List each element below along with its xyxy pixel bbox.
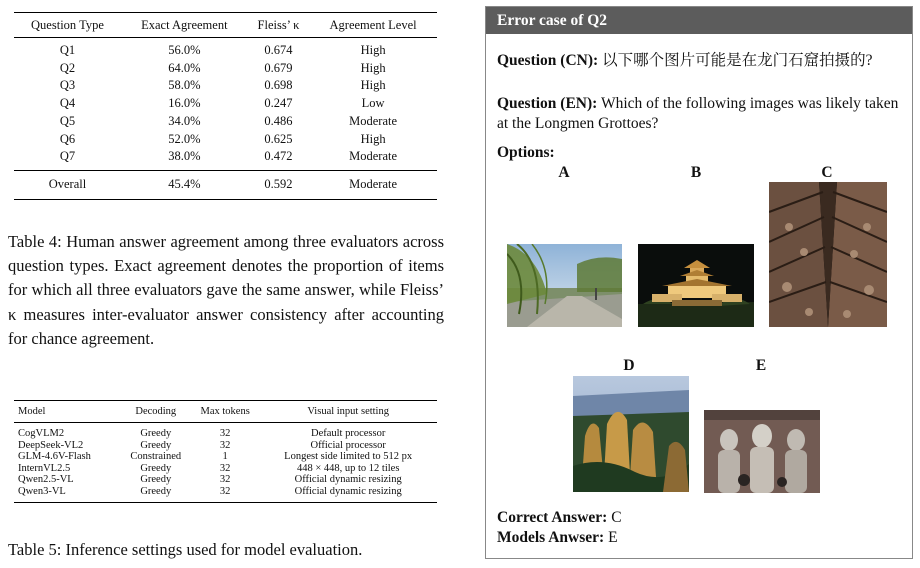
question-en (497, 94, 901, 133)
table-5-header-row (14, 401, 437, 423)
t4-header-fleiss-kappa: Fleiss’ κ (248, 13, 309, 38)
t5-cell: 448 × 448, up to 12 tiles (296, 462, 400, 474)
t4-cell: 0.674 (264, 43, 293, 57)
t5-cell: Official dynamic resizing (294, 474, 402, 486)
t5-cell: Qwen3-VL (14, 486, 121, 502)
t4-cell: High (360, 131, 386, 146)
t4-cell: Low (361, 96, 385, 111)
t5-header-visual-input: Visual input setting (259, 401, 437, 423)
table-row (14, 463, 437, 475)
table-row (14, 95, 437, 113)
option-image-a[interactable] (507, 244, 622, 327)
t5-cell: Greedy (140, 474, 172, 486)
table-row (14, 451, 437, 463)
t4-cell: 0.698 (264, 78, 293, 93)
option-label-c: C (821, 164, 833, 181)
t5-header-decoding: Decoding (121, 401, 191, 423)
error-case-title: Error case of Q2 (486, 7, 912, 34)
t4-header-agreement-level: Agreement Level (309, 13, 437, 38)
t4-cell: Q5 (59, 113, 76, 128)
t4-cell: Moderate (349, 149, 398, 164)
t4-cell: Q4 (59, 96, 76, 111)
t5-cell: 32 (219, 462, 231, 474)
t5-cell: DeepSeek-VL2 (18, 439, 84, 451)
table-4-header-row (14, 13, 437, 38)
table-row (14, 60, 437, 78)
table-row (14, 77, 437, 95)
t5-header-model: Model (14, 401, 121, 423)
option-image-e[interactable] (704, 410, 820, 493)
table-row (14, 131, 437, 149)
t4-header-exact-agreement: Exact Agreement (121, 13, 248, 38)
question-cn (497, 51, 901, 71)
t4-cell: Q7 (59, 149, 76, 164)
option-label-e: E (755, 357, 767, 374)
option-label-b: B (690, 164, 702, 181)
table-row (14, 486, 437, 502)
option-image-d[interactable] (573, 376, 689, 492)
t4-cell: 34.0% (168, 113, 201, 128)
t4-cell: 58.0% (168, 78, 201, 93)
t5-cell: Greedy (140, 462, 172, 474)
t4-cell: Q3 (59, 78, 76, 93)
question-en-text: Which of the following images was likely taken at the Longmen Grottoes? (497, 95, 899, 132)
table-row (14, 474, 437, 486)
table-row (14, 423, 437, 440)
question-en-label: Question (EN): (497, 95, 598, 112)
error-case-panel (485, 6, 913, 559)
t4-cell: High (360, 60, 386, 75)
table-row (14, 38, 437, 60)
models-answer-value: E (608, 529, 618, 546)
t5-cell: Greedy (140, 428, 172, 439)
t5-cell: Official dynamic resizing (259, 486, 437, 502)
option-label-a: A (558, 164, 570, 181)
t4-cell: Q1 (59, 43, 76, 57)
t5-cell: Qwen2.5-VL (18, 474, 74, 486)
t5-cell: 1 (222, 451, 228, 463)
table-row (14, 113, 437, 131)
t5-cell: 32 (219, 428, 231, 439)
t5-cell: Official processor (310, 439, 386, 451)
t5-cell: 32 (191, 486, 259, 502)
table-5-caption: Table 5: Inference settings used for model evaluation. (8, 540, 363, 559)
t4-cell: Q6 (59, 131, 76, 146)
table-row (14, 440, 437, 452)
correct-answer-label: Correct Answer: (497, 509, 608, 526)
t4-cell: 16.0% (168, 96, 201, 111)
t4-cell: 38.0% (168, 149, 201, 164)
t5-cell: Constrained (130, 451, 182, 463)
t5-cell: InternVL2.5 (18, 462, 71, 474)
t4-cell: Moderate (349, 113, 398, 128)
t4-header-question-type: Question Type (14, 13, 121, 38)
t4-overall-level: Moderate (309, 170, 437, 199)
t4-cell: 52.0% (168, 131, 201, 146)
t4-overall-kappa: 0.592 (248, 170, 309, 199)
table-4-caption: Table 4: Human answer agreement among three evaluators across question types. Exact agreement denotes the proportion of items for which all three evaluators gave the same answer, while Fleiss’ κ measures inter-evaluator answer consistency after accounting for chance agreement. (8, 232, 444, 348)
question-cn-text: 以下哪个图片可能是在龙门石窟拍摄的? (602, 52, 873, 69)
t4-cell: 0.472 (264, 149, 293, 164)
correct-answer (497, 509, 622, 527)
table-5 (14, 400, 437, 503)
t5-cell: Greedy (121, 486, 191, 502)
t5-cell: Greedy (140, 439, 172, 451)
t5-cell: CogVLM2 (18, 428, 65, 439)
table-4-overall-row (14, 170, 437, 199)
t4-cell: 56.0% (168, 43, 201, 57)
t4-cell: Q2 (59, 60, 76, 75)
t5-cell: 32 (219, 439, 231, 451)
t4-overall-exact: 45.4% (121, 170, 248, 199)
table-row (14, 148, 437, 170)
t4-cell: 0.625 (264, 131, 293, 146)
t4-cell: 0.486 (264, 113, 293, 128)
t5-cell: GLM-4.6V-Flash (18, 451, 91, 463)
t4-cell: High (360, 43, 386, 57)
t4-cell: High (360, 78, 386, 93)
t5-cell: 32 (219, 474, 231, 486)
option-image-b[interactable] (638, 244, 754, 327)
t4-cell: 64.0% (168, 60, 201, 75)
t5-cell: Longest side limited to 512 px (284, 451, 413, 463)
t5-cell: Default processor (310, 428, 386, 439)
options-label: Options: (497, 144, 555, 161)
option-label-d: D (623, 357, 635, 374)
question-cn-label: Question (CN): (497, 52, 599, 69)
t4-cell: 0.679 (264, 60, 293, 75)
models-answer (497, 529, 618, 547)
t4-cell: 0.247 (264, 96, 293, 111)
models-answer-label: Models Anwser: (497, 529, 605, 546)
option-image-c[interactable] (769, 182, 887, 327)
t5-header-max-tokens: Max tokens (191, 401, 259, 423)
table-4 (14, 12, 437, 200)
correct-answer-value: C (611, 509, 622, 526)
t4-overall-label: Overall (14, 170, 121, 199)
